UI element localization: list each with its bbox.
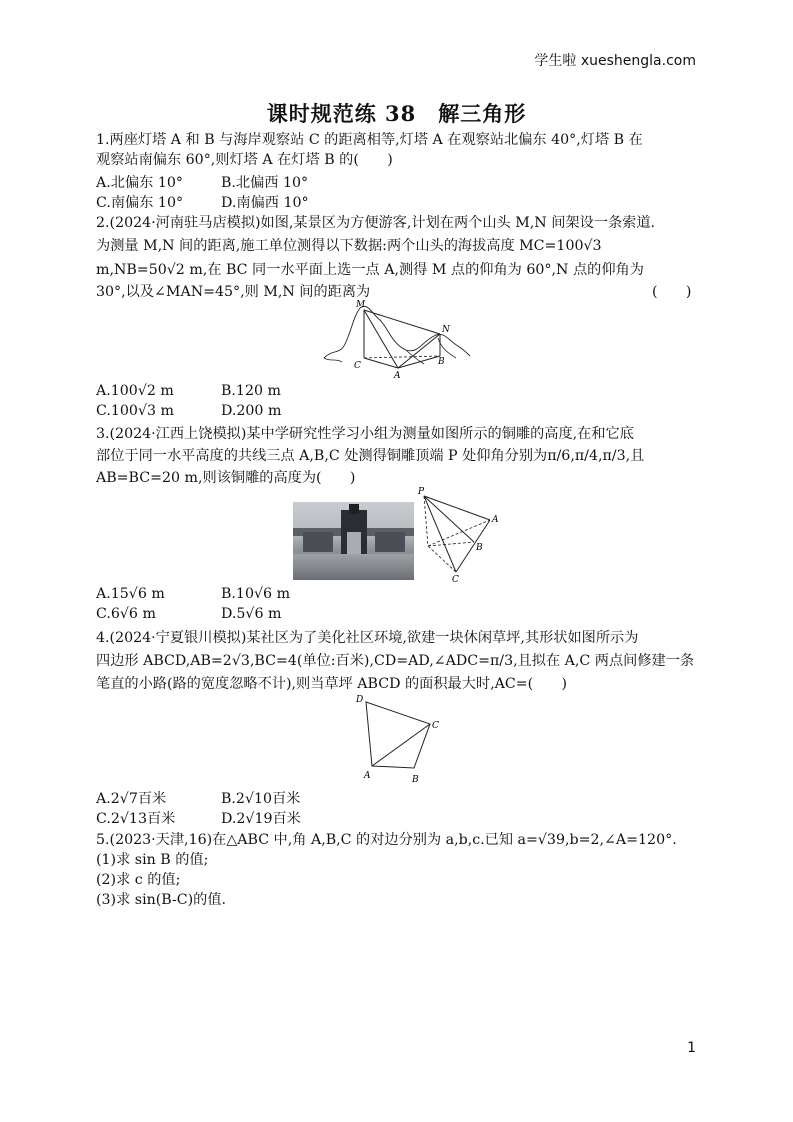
q2-option-a: A.100√2 m	[96, 383, 174, 399]
q1-line2: 观察站南偏东 60°,则灯塔 A 在灯塔 B 的( )	[96, 152, 393, 168]
q3-label-a: A	[492, 515, 499, 525]
q3-label-p: P	[418, 487, 425, 497]
q2-option-c: C.100√3 m	[96, 403, 174, 419]
q5-part1: (1)求 sin B 的值;	[96, 852, 209, 868]
q4-line3: 笔直的小路(路的宽度忽略不计),则当草坪 ABCD 的面积最大时,AC=( )	[96, 676, 568, 692]
q5-line1: 5.(2023·天津,16)在△ABC 中,角 A,B,C 的对边分别为 a,b,c.已知 a=√39,b=2,∠A=120°.	[96, 832, 677, 848]
q2-label-m: M	[356, 300, 366, 310]
q3-label-c: C	[452, 575, 459, 584]
q5-part3: (3)求 sin(B-C)的值.	[96, 892, 227, 908]
q4-line1: 4.(2024·宁夏银川模拟)某社区为了美化社区环境,欲建一块休闲草坪,其形状如图所示为	[96, 630, 639, 646]
q1-option-d: D.南偏西 10°	[221, 195, 309, 211]
q2-line3: m,NB=50√2 m,在 BC 同一水平面上选一点 A,测得 M 点的仰角为 60°,N 点的仰角为	[96, 262, 644, 278]
q4-label-c: C	[432, 721, 439, 731]
q2-label-n: N	[442, 325, 450, 335]
q2-label-c: C	[354, 361, 361, 371]
q2-line4: 30°,以及∠MAN=45°,则 M,N 间的距离为	[96, 284, 371, 300]
q1-option-a: A.北偏东 10°	[96, 175, 183, 191]
q4-label-d: D	[356, 695, 364, 705]
page-number: 1	[687, 1040, 696, 1056]
q3-figure	[416, 486, 506, 584]
q1-line1: 1.两座灯塔 A 和 B 与海岸观察站 C 的距离相等,灯塔 A 在观察站北偏东 40°,灯塔 B 在	[96, 132, 643, 148]
q4-option-c: C.2√13百米	[96, 811, 176, 827]
q2-line1: 2.(2024·河南驻马店模拟)如图,某景区为方便游客,计划在两个山头 M,N 间架设一条索道.	[96, 215, 656, 231]
q4-label-a: A	[364, 771, 371, 781]
q3-option-b: B.10√6 m	[221, 586, 291, 602]
q3-line1: 3.(2024·江西上饶模拟)某中学研究性学习小组为测量如图所示的铜雕的高度,在和它底	[96, 426, 634, 442]
q5-part2: (2)求 c 的值;	[96, 872, 181, 888]
bronze-sculpture-photo	[293, 502, 414, 580]
q2-option-d: D.200 m	[221, 403, 282, 419]
q1-option-b: B.北偏西 10°	[221, 175, 309, 191]
q2-label-b: B	[438, 357, 445, 367]
q3-option-a: A.15√6 m	[96, 586, 165, 602]
page-title: 课时规范练 38 解三角形	[266, 101, 527, 126]
q4-figure	[352, 690, 452, 786]
q2-option-b: B.120 m	[221, 383, 281, 399]
q4-label-b: B	[412, 775, 419, 785]
q2-bracket: ( )	[652, 284, 692, 300]
site-header: 学生啦 xueshengla.com	[534, 53, 696, 69]
q3-line2: 部位于同一水平高度的共线三点 A,B,C 处测得铜雕顶端 P 处仰角分别为π/6,π/4,π/3,且	[96, 448, 645, 464]
q2-figure	[322, 298, 472, 380]
q4-option-b: B.2√10百米	[221, 791, 301, 807]
q4-option-a: A.2√7百米	[96, 791, 167, 807]
q4-line2: 四边形 ABCD,AB=2√3,BC=4(单位:百米),CD=AD,∠ADC=π/3,且拟在 A,C 两点间修建一条	[96, 653, 695, 669]
q3-line3: AB=BC=20 m,则该铜雕的高度为( )	[96, 470, 356, 486]
q3-option-c: C.6√6 m	[96, 606, 156, 622]
q4-option-d: D.2√19百米	[221, 811, 301, 827]
q3-label-b: B	[476, 543, 483, 553]
q3-option-d: D.5√6 m	[221, 606, 282, 622]
q2-line2: 为测量 M,N 间的距离,施工单位测得以下数据:两个山头的海拔高度 MC=100√3	[96, 238, 602, 254]
q2-label-a: A	[394, 371, 401, 380]
q1-option-c: C.南偏东 10°	[96, 195, 184, 211]
